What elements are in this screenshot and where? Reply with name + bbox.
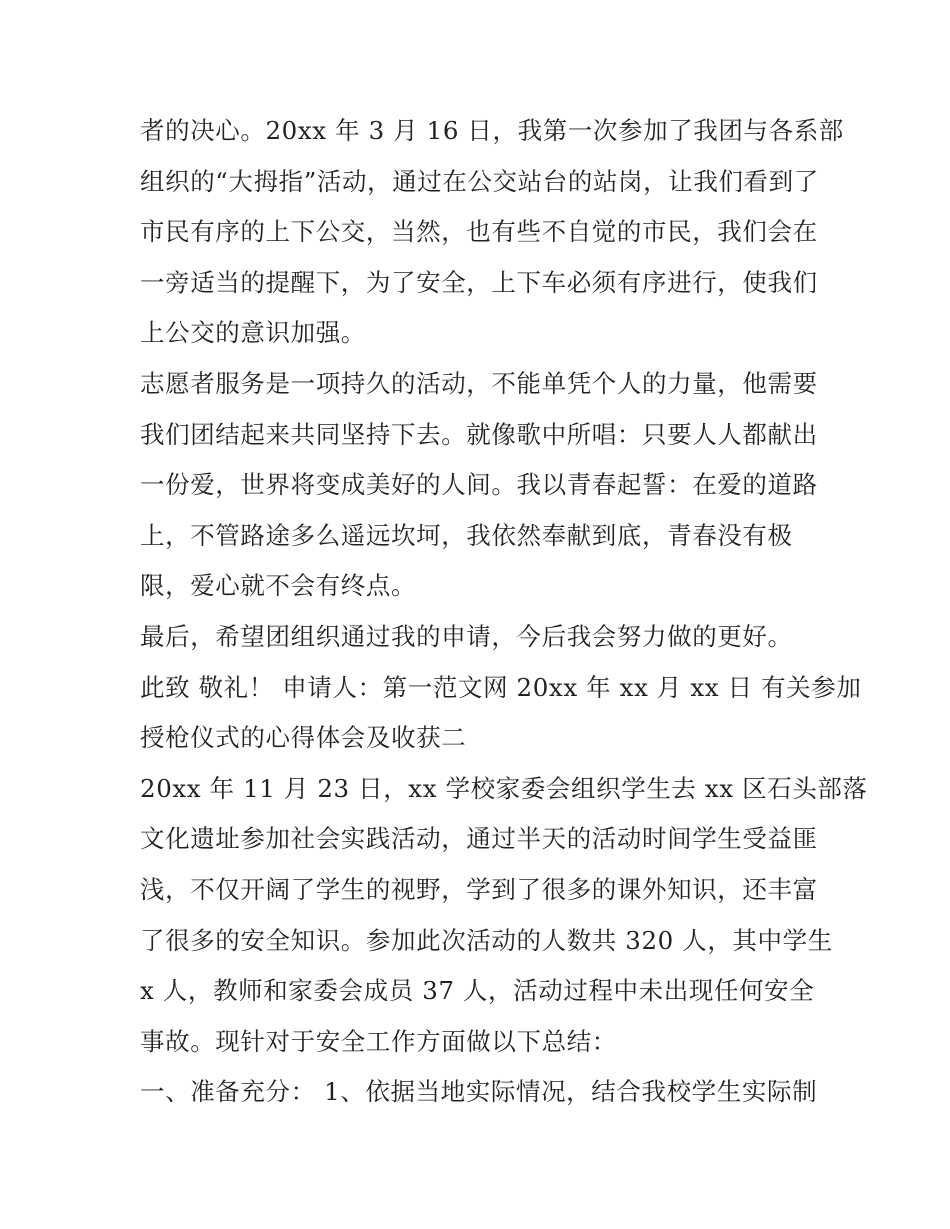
text-line: 授枪仪式的心得体会及收获二 [140,723,467,753]
document-body [140,106,868,1118]
text-line: 组织的“大拇指”活动，通过在公交站台的站岗，让我们看到了 [140,166,819,196]
text-line: 一旁适当的提醒下，为了安全，上下车必须有序进行，使我们 [140,267,818,297]
text-line: 市民有序的上下公交，当然，也有些不自觉的市民，我们会在 [140,217,818,247]
text-line: 浅，不仅开阔了学生的视野，学到了很多的课外知识，还丰富 [140,874,818,904]
text-line: 最后，希望团组织通过我的申请，今后我会努力做的更好。 [140,621,793,651]
text-line: 一份爱，世界将变成美好的人间。我以青春起誓：在爱的道路 [140,470,818,500]
text-line: x 人，教师和家委会成员 37 人，活动过程中未出现任何安全 [140,976,815,1006]
text-line: 志愿者服务是一项持久的活动，不能单凭个人的力量，他需要 [140,368,818,398]
text-line: 事故。现针对于安全工作方面做以下总结： [140,1026,617,1056]
text-line: 一、准备充分： 1、依据当地实际情况，结合我校学生实际制 [140,1077,818,1107]
text-line: 上公交的意识加强。 [140,318,366,348]
text-line: 此致 敬礼！ 申请人：第一范文网 20xx 年 xx 月 xx 日 有关参加 [140,672,862,702]
text-line: 限，爱心就不会有终点。 [140,571,417,601]
text-line: 者的决心。20xx 年 3 月 16 日，我第一次参加了我团与各系部 [140,116,844,145]
text-line: 文化遗址参加社会实践活动，通过半天的活动时间学生受益匪 [140,824,818,854]
text-line: 我们团结起来共同坚持下去。就像歌中所唱：只要人人都献出 [140,419,818,449]
text-line: 上，不管路途多么遥远坎坷，我依然奉献到底，青春没有极 [140,520,793,550]
text-line: 20xx 年 11 月 23 日，xx 学校家委会组织学生去 xx 区石头部落 [140,773,868,803]
text-line: 了很多的安全知识。参加此次活动的人数共 320 人，其中学生 [140,925,833,955]
